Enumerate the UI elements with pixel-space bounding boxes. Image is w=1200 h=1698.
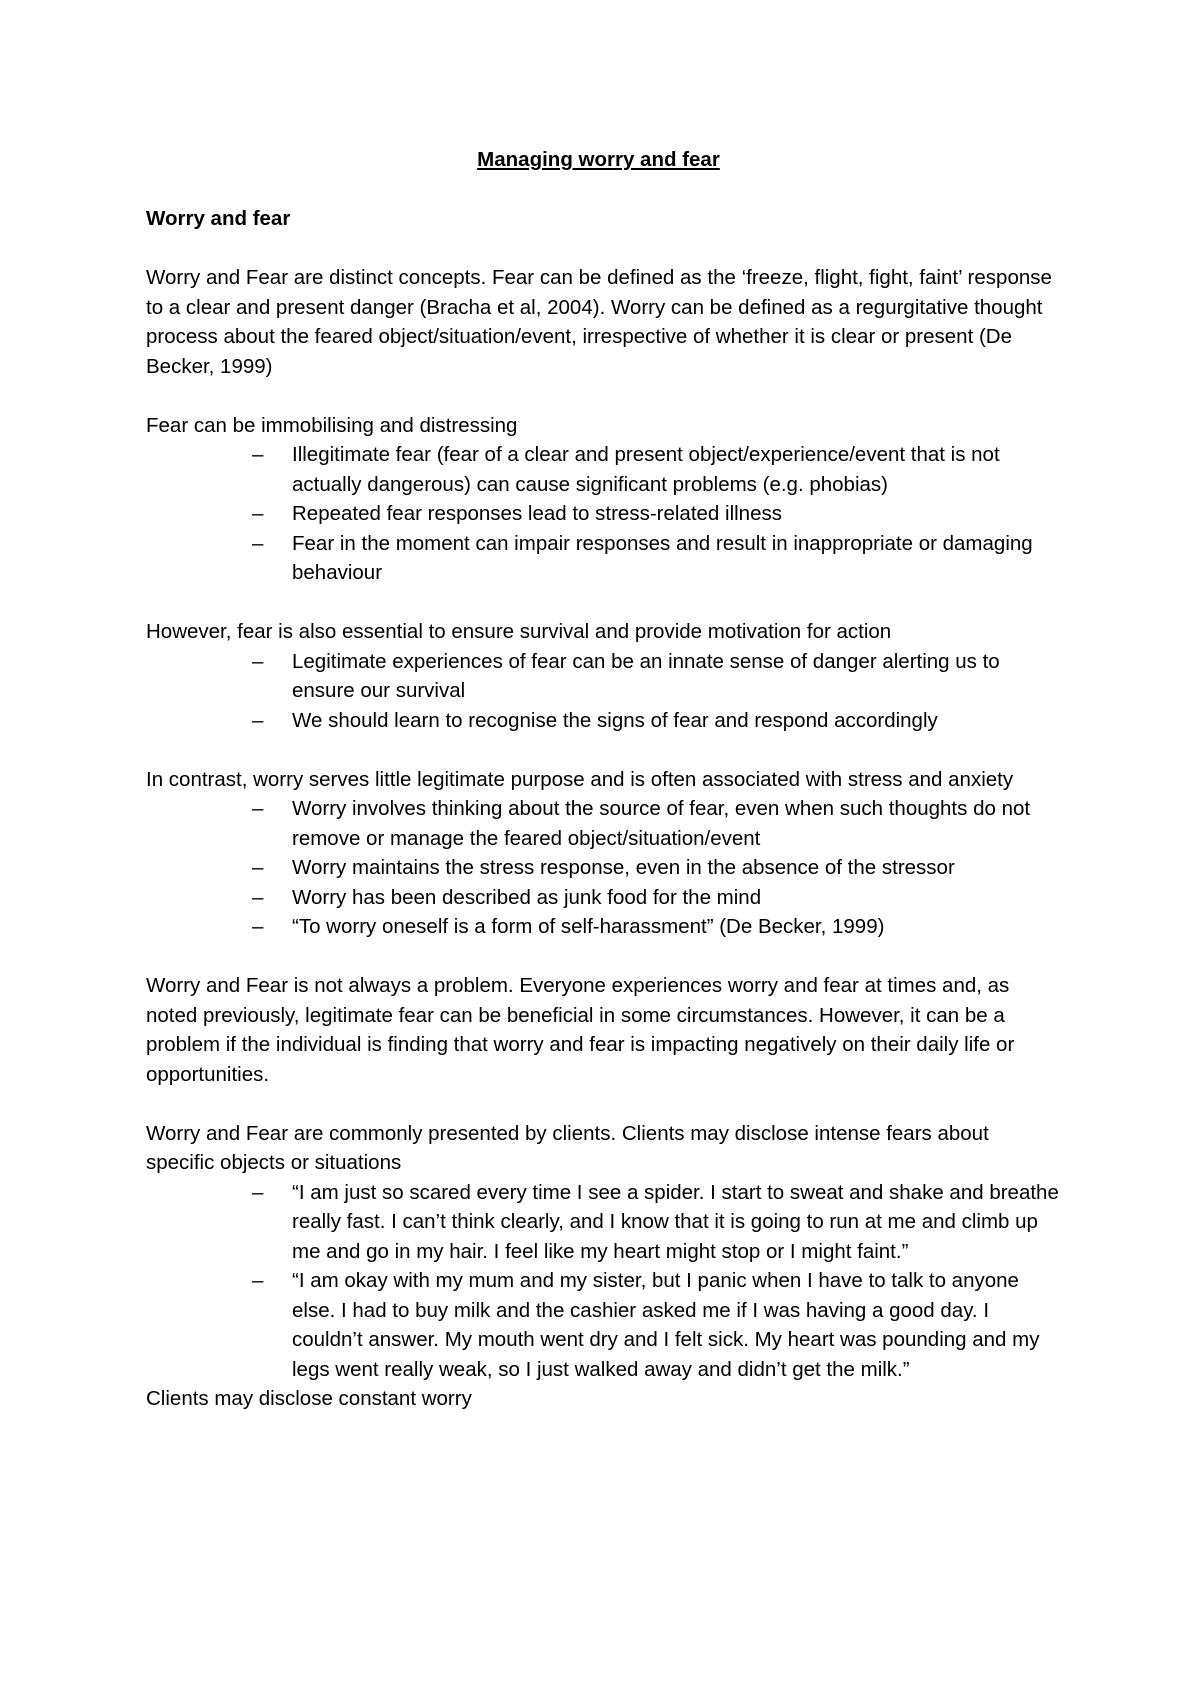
list-item [252,853,1061,883]
list-item [252,647,1061,706]
list-item-text: “I am okay with my mum and my sister, but I panic when I have to talk to anyone else. I had to buy milk and the cashier asked me if I was having a good day. I couldn’t answer. My mouth went dry and I felt sick. My heart was pounding and my legs went really weak, so I just walked away and didn’t get the milk.” [292,1269,1040,1381]
document-title: Managing worry and fear [477,148,720,171]
list-item [252,529,1061,588]
dash-bullet: – [252,443,264,466]
list-item [252,499,1061,529]
document-body [146,204,1061,1414]
document-page [146,0,1066,1698]
problem-paragraph: Worry and Fear is not always a problem. Everyone experiences worry and fear at times and, as noted previously, legitimate fear can be beneficial in some circumstances. However, it can be a problem if the individual is finding that worry and fear is impacting negatively on their daily life or opportunities. [146,974,1015,1086]
list-item [252,1178,1061,1267]
list-item-text: Worry maintains the stress response, even in the absence of the stressor [292,856,955,879]
dash-bullet: – [252,915,264,938]
section-heading: Worry and fear [146,207,291,230]
dash-bullet: – [252,797,264,820]
intro-paragraph: Worry and Fear are distinct concepts. Fear can be defined as the ‘freeze, flight, fight, faint’ response to a clear and present danger (Bracha et al, 2004). Worry can be defined as a regurgitative thought process about the feared object/situation/event, irrespective of whether it is clear or present (De Becker, 1999) [146,266,1052,378]
list-item-text: Repeated fear responses lead to stress-related illness [292,502,782,525]
list-item [252,440,1061,499]
closing-line: Clients may disclose constant worry [146,1387,472,1410]
fear-negative-list [146,440,1061,588]
list-item [252,1266,1061,1384]
fear-negative-lead: Fear can be immobilising and distressing [146,413,518,437]
list-item [252,706,1061,736]
worry-list [146,794,1061,942]
dash-bullet: – [252,856,264,879]
dash-bullet: – [252,531,264,555]
clients-lead: Worry and Fear are commonly presented by clients. Clients may disclose intense fears about specific objects or situations [146,1121,989,1174]
fear-positive-list [146,647,1061,736]
list-item [252,794,1061,853]
dash-bullet: – [252,885,264,909]
dash-bullet: – [252,649,264,673]
list-item [252,883,1061,913]
list-item-text: Illegitimate fear (fear of a clear and present object/experience/event that is not actually dangerous) can cause significant problems (e.g. phobias) [292,443,1000,496]
worry-lead: In contrast, worry serves little legitimate purpose and is often associated with stress and anxiety [146,767,1014,791]
clients-quotes-list [146,1178,1061,1385]
list-item-text: We should learn to recognise the signs of fear and respond accordingly [292,708,938,732]
dash-bullet: – [252,502,264,525]
list-item-text: Fear in the moment can impair responses and result in inappropriate or damaging behaviour [292,531,1033,584]
list-item-text: Worry has been described as junk food for the mind [292,885,762,909]
list-item-text: “To worry oneself is a form of self-harassment” (De Becker, 1999) [292,915,885,938]
dash-bullet: – [252,1180,264,1204]
list-item [252,912,1061,942]
dash-bullet: – [252,708,264,732]
list-item-text: Legitimate experiences of fear can be an innate sense of danger alerting us to ensure our survival [292,649,1000,702]
fear-positive-lead: However, fear is also essential to ensure survival and provide motivation for action [146,620,892,643]
dash-bullet: – [252,1269,264,1292]
list-item-text: Worry involves thinking about the source of fear, even when such thoughts do not remove or manage the feared object/situation/event [292,797,1031,850]
list-item-text: “I am just so scared every time I see a spider. I start to sweat and shake and breathe really fast. I can’t think clearly, and I know that it is going to run at me and climb up me and go in my hair. I feel like my heart might stop or I might faint.” [292,1180,1059,1263]
